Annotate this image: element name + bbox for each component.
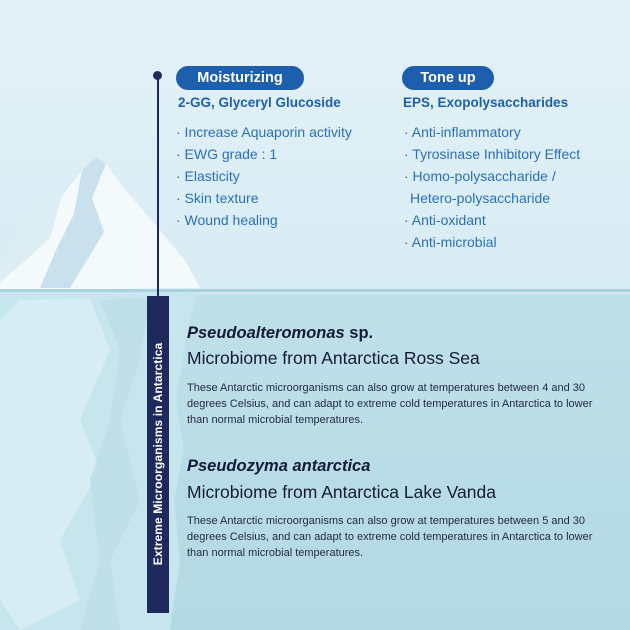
tone-up-pill: Tone up	[402, 66, 494, 90]
list-item: · Tyrosinase Inhibitory Effect	[404, 146, 581, 162]
vertical-label: Extreme Microorganisms in Antarctica	[151, 342, 165, 566]
moisturizing-pill: Moisturizing	[176, 66, 304, 90]
microbiome-title: Microbiome from Antarctica Ross Sea	[187, 348, 480, 368]
list-item: · Wound healing	[176, 212, 278, 228]
moisturizing-list	[176, 121, 352, 231]
list-item: Hetero-polysaccharide	[410, 190, 551, 206]
species-name	[187, 324, 373, 343]
list-item: · Homo-polysaccharide /	[404, 168, 556, 184]
moisturizing-ingredient: 2-GG, Glyceryl Glucoside	[178, 95, 341, 110]
species-genus: Pseudoalteromonas	[187, 324, 345, 342]
list-item: · EWG grade : 1	[176, 146, 278, 162]
microbiome-description: These Antarctic microorganisms can also grow at temperatures between 5 and 30 degrees Celsius, and can adapt to extreme cold temperatures in Antarctica to lower than normal microbial temperatures.	[187, 515, 593, 559]
list-item: · Increase Aquaporin activity	[176, 124, 352, 140]
species-suffix: sp.	[344, 324, 374, 342]
tone-up-list	[404, 121, 580, 253]
timeline-line	[157, 78, 159, 300]
microbiome-description: These Antarctic microorganisms can also grow at temperatures between 4 and 30 degrees Celsius, and can adapt to extreme cold temperatures in Antarctica to lower than normal microbial temperatures.	[187, 382, 593, 426]
water-line	[0, 289, 630, 292]
list-item: · Anti-inflammatory	[404, 124, 521, 140]
list-item: · Skin texture	[176, 190, 259, 206]
list-item: · Anti-microbial	[404, 234, 497, 250]
list-item: · Elasticity	[176, 168, 240, 184]
microbiome-title: Microbiome from Antarctica Lake Vanda	[187, 482, 496, 502]
tone-up-ingredient: EPS, Exopolysaccharides	[403, 95, 569, 110]
list-item: · Anti-oxidant	[404, 212, 486, 228]
species-name: Pseudozyma antarctica	[187, 457, 371, 475]
